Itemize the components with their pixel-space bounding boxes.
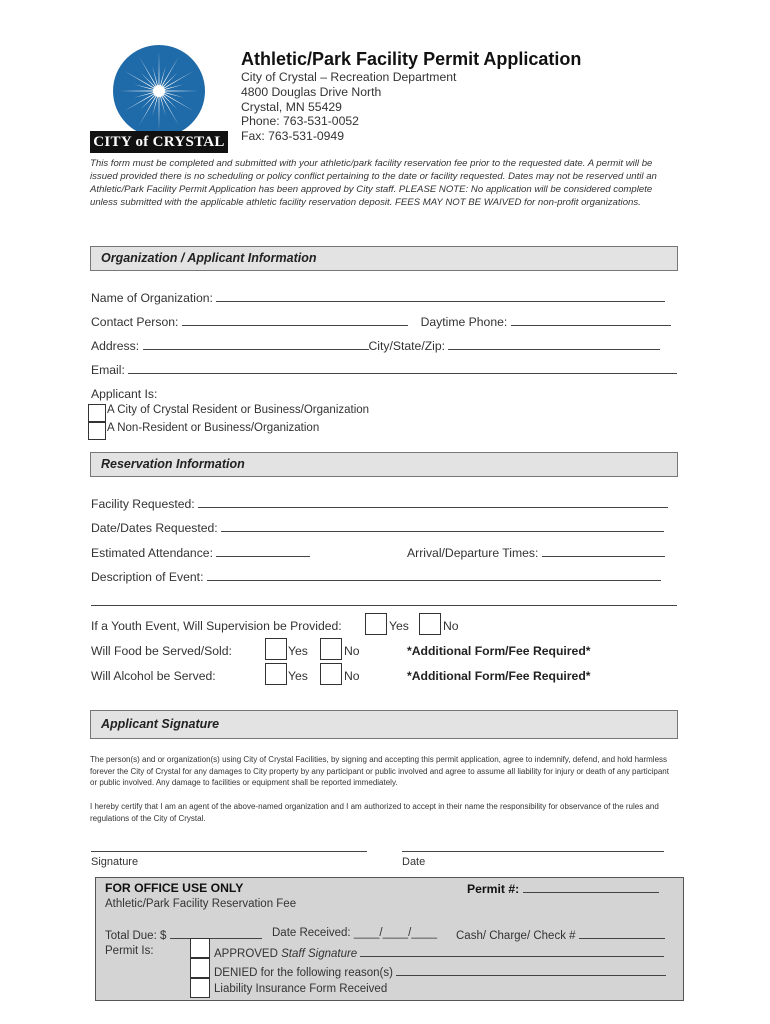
city-state-zip-label: City/State/Zip: [368,339,446,353]
food-yes-checkbox[interactable] [265,638,287,660]
facility-row [91,496,668,511]
address-row [91,338,660,353]
signature-label: Signature [91,856,139,868]
logo-text: CITY of CRYSTAL [90,131,228,153]
denied-reason-field[interactable] [396,964,666,976]
org-name-row [91,290,665,305]
alcohol-yes-label: Yes [288,669,308,683]
section-org-heading: Organization / Applicant Information [90,246,678,271]
supervision-label: If a Youth Event, Will Supervision be Provided: [91,619,342,633]
payment-field[interactable] [579,927,665,939]
phone-number: Phone: 763-531-0052 [241,114,359,129]
attendance-field[interactable] [216,545,310,557]
alcohol-yes-checkbox[interactable] [265,663,287,685]
contact-label: Contact Person: [91,315,179,329]
payment-row [456,927,665,942]
permit-number-row [467,881,659,896]
supervision-yes-checkbox[interactable] [365,613,387,635]
office-use-box [95,877,684,1001]
resident-option-label: A City of Crystal Resident or Business/Organization [107,404,370,416]
department-name: City of Crystal – Recreation Department [241,70,457,84]
email-label: Email: [91,363,125,377]
page-title: Athletic/Park Facility Permit Application [241,49,582,69]
city-logo [86,43,232,155]
permit-number-label: Permit #: [467,882,520,896]
food-label: Will Food be Served/Sold: [91,644,232,658]
staff-signature-label: Staff Signature [281,948,358,960]
alcohol-no-label: No [344,669,360,683]
contact-row [91,314,671,329]
applicant-is-label: Applicant Is: [91,387,158,401]
total-due-field[interactable] [170,927,262,939]
office-heading: FOR OFFICE USE ONLY [105,881,244,895]
approved-checkbox[interactable] [190,938,210,958]
alcohol-label: Will Alcohol be Served: [91,669,216,683]
food-no-checkbox[interactable] [320,638,342,660]
times-label: Arrival/Departure Times: [407,546,539,560]
times-field[interactable] [542,545,665,557]
street-address: 4800 Douglas Drive North [241,84,382,99]
dates-label: Date/Dates Requested: [91,521,218,535]
org-name-field[interactable] [216,290,665,302]
nonresident-checkbox[interactable] [88,422,106,440]
permit-is-label: Permit Is: [105,945,154,957]
permit-number-field[interactable] [523,881,659,893]
dates-field[interactable] [221,520,664,532]
denied-checkbox[interactable] [190,958,210,978]
fax-number: Fax: 763-531-0949 [241,129,344,144]
daytime-phone-label: Daytime Phone: [420,315,508,329]
food-yes-label: Yes [288,644,308,658]
city-state-zip-field[interactable] [448,338,660,350]
address-label: Address: [91,339,140,353]
dates-row [91,520,664,535]
date-label: Date [402,856,426,868]
facility-field[interactable] [198,496,668,508]
supervision-no-label: No [443,619,459,633]
facility-label: Facility Requested: [91,497,195,511]
description-field-line2[interactable] [91,605,677,606]
description-label: Description of Event: [91,570,204,584]
signature-field[interactable] [91,851,367,852]
total-due-label: Total Due: $ [105,930,167,942]
alcohol-no-checkbox[interactable] [320,663,342,685]
date-received: Date Received: ____/____/____ [272,927,437,939]
contact-field[interactable] [182,314,408,326]
approved-label: APPROVED [214,948,278,960]
city-zip: Crystal, MN 55429 [241,99,342,114]
intro-text: This form must be completed and submitted with your athletic/park facility reservation fee prior to the requested date. A permit will be issued provided there is no scheduling or policy conflict pertaining to the date or facility requested. Dates may not be reserved until an Athletic/Park Facility Permit Application has been approved by City staff. PLEASE NOTE: No application will be considered complete unless submitted with the applicable athletic facility reservation deposit. FEES MAY NOT BE WAIVED for non-profit organizations. [90,158,657,208]
denied-row [214,964,666,979]
description-field[interactable] [207,569,661,581]
certify-paragraph: I hereby certify that I am an agent of the above-named organization and I am authorized to accept in their name the responsibility for observance of the rules and regulations of the City of Crystal. [90,802,659,823]
date-field[interactable] [402,851,664,852]
supervision-yes-label: Yes [389,619,409,633]
food-no-label: No [344,644,360,658]
staff-signature-field[interactable] [360,945,664,957]
fee-label: Athletic/Park Facility Reservation Fee [105,898,297,910]
email-field[interactable] [128,362,677,374]
times-row [407,545,665,560]
address-field[interactable] [143,338,369,350]
section-signature-heading: Applicant Signature [90,710,678,739]
address-block [241,70,456,144]
description-row [91,569,661,584]
total-due-row [105,927,262,942]
alcohol-additional-required: *Additional Form/Fee Required* [407,669,591,683]
approved-row [214,945,664,960]
section-reservation-heading: Reservation Information [90,452,678,477]
org-name-label: Name of Organization: [91,291,213,305]
attendance-row [91,545,310,560]
insurance-label: Liability Insurance Form Received [214,983,388,995]
daytime-phone-field[interactable] [511,314,671,326]
nonresident-option-label: A Non-Resident or Business/Organization [107,422,320,434]
email-row [91,362,677,377]
supervision-no-checkbox[interactable] [419,613,441,635]
indemnify-paragraph: The person(s) and or organization(s) using City of Crystal Facilities, by signing and accepting this permit application, agree to indemnify, defend, and hold harmless forever the City of Crystal for any damages to City property by any participant or public involved and agree to assume all liability for injury or death of any participant or public involved. Any damage to facilities or equipment shall be reported immediately. [90,755,669,788]
denied-label: DENIED for the following reason(s) [214,967,393,979]
payment-label: Cash/ Charge/ Check # [456,930,576,942]
attendance-label: Estimated Attendance: [91,546,213,560]
food-additional-required: *Additional Form/Fee Required* [407,644,591,658]
insurance-checkbox[interactable] [190,978,210,998]
resident-checkbox[interactable] [88,404,106,422]
